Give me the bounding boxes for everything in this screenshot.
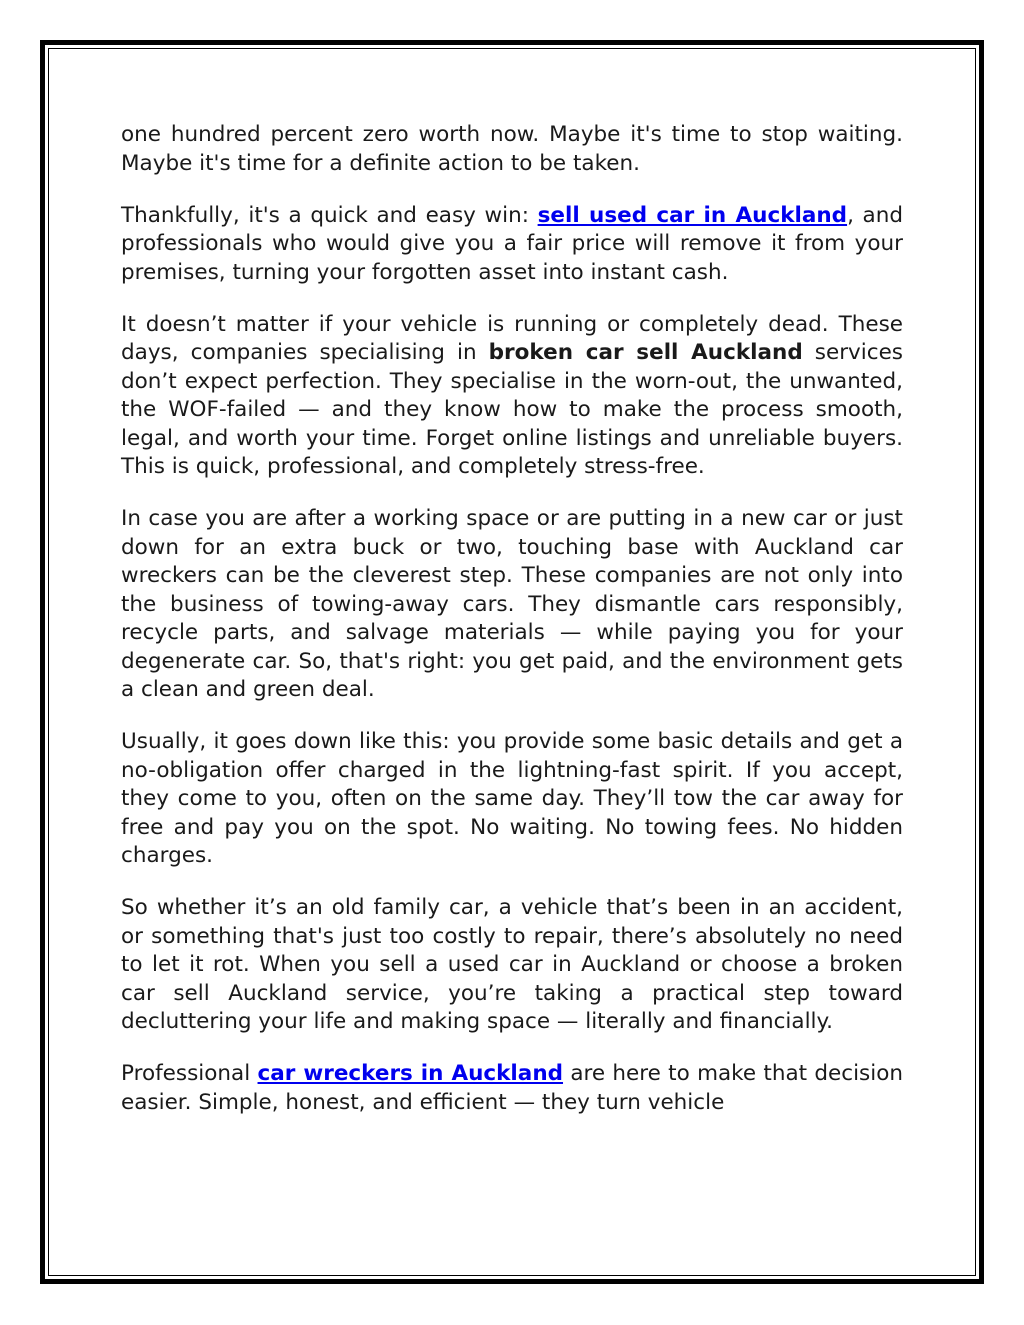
paragraph-7 — [121, 1060, 903, 1117]
paragraph-3 — [121, 311, 903, 482]
paragraph-4 — [121, 505, 903, 705]
paragraph-text-before: It doesn’t matter if your vehicle is running or completely dead. These days, companies specialising in — [121, 311, 903, 365]
paragraph-2 — [121, 202, 903, 288]
paragraph-text-before: Thankfully, it's a quick and easy win: — [121, 202, 538, 228]
paragraph-5 — [121, 728, 903, 871]
paragraph-text-before: Professional — [121, 1061, 258, 1086]
paragraph-text: In case you are after a working space or are putting in a new car or just down for an extra buck or two, touching base with Auckland car wreckers can be the cleverest step. These companies are not only into the business of towing-away cars. They dismantle cars responsibly, recycle parts, and salvage materials — while paying you for your degenerate car. So, that's right: you get paid, and the environment gets a clean and green deal. — [121, 506, 903, 702]
broken-car-sell-bold: broken car sell Auckland — [488, 340, 803, 365]
paragraph-1 — [121, 121, 903, 178]
paragraph-text: one hundred percent zero worth now. Maybe it's time to stop waiting. Maybe it's time for a definite action to be taken. — [121, 122, 903, 176]
car-wreckers-link[interactable]: car wreckers in Auckland — [257, 1061, 564, 1086]
paragraph-text: So whether it’s an old family car, a vehicle that’s been in an accident, or something that's just too costly to repair, there’s absolutely no need to let it rot. When you sell a used car in Auckland or choose a broken car sell Auckland service, you’re taking a practical step toward decluttering your life and making space — literally and financially. — [121, 895, 903, 1034]
paragraph-text: Usually, it goes down like this: you provide some basic details and get a no-obligation offer charged in the lightning-fast spirit. If you accept, they come to you, often on the same day. They’ll tow the car away for free and pay you on the spot. No waiting. No towing fees. No hidden charges. — [121, 729, 903, 868]
sell-used-car-link[interactable]: sell used car in Auckland — [537, 202, 848, 228]
paragraph-text-after: , and professionals who would give you a fair price will remove it from your premises, turning your forgotten asset into instant cash. — [121, 202, 903, 285]
paragraph-text-after: services don’t expect perfection. They specialise in the worn-out, the unwanted, the WOF-failed — and they know how to make the process smooth, legal, and worth your time. Forget online listings and unreliable buyers. This is quick, professional, and completely stress-free. — [121, 340, 903, 479]
document-body — [121, 121, 903, 1141]
paragraph-6 — [121, 894, 903, 1037]
paragraph-text-after: are here to make that decision easier. Simple, honest, and efficient — they turn vehicle — [121, 1061, 904, 1115]
